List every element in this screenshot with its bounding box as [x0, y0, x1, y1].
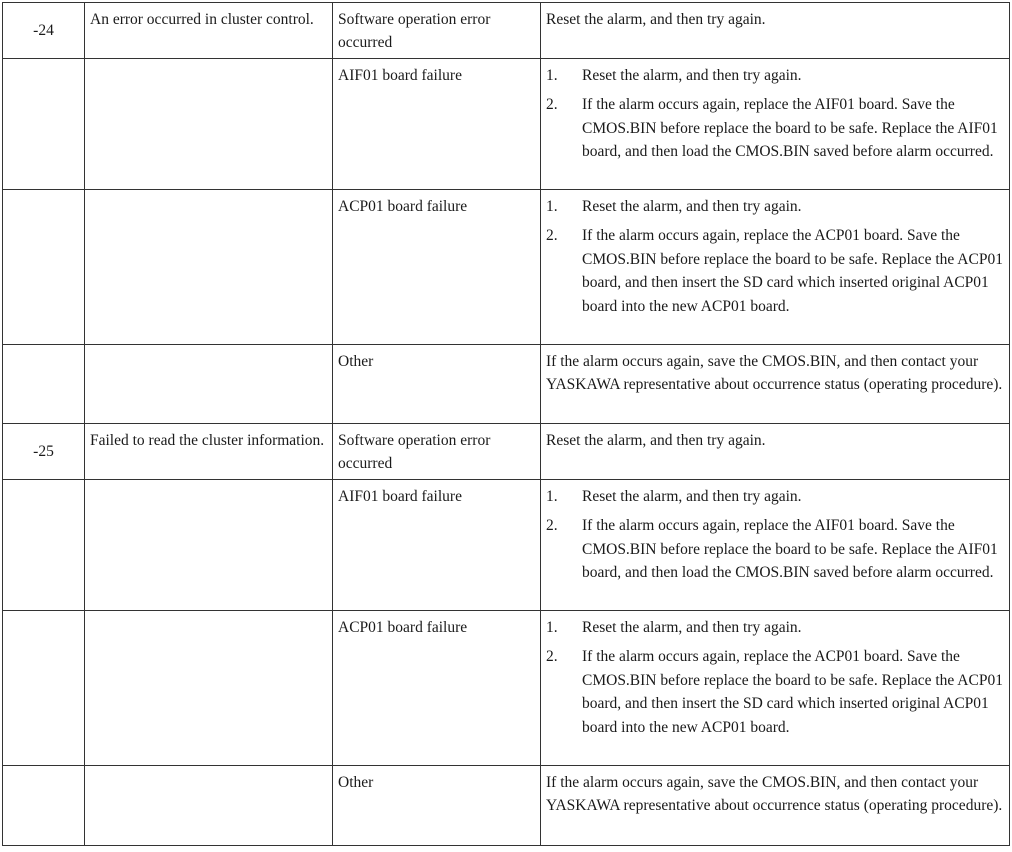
remedy-step [546, 64, 1004, 87]
step-text: If the alarm occurs again, replace the ACP01 board. Save the CMOS.BIN before replace the board to be safe. Replace the ACP01 board, and then insert the SD card which inserted original ACP01 board into the new ACP01 board. [582, 227, 1003, 315]
step-text: Reset the alarm, and then try again. [582, 488, 802, 505]
alarm-cause: ACP01 board failure [333, 611, 541, 766]
step-text: Reset the alarm, and then try again. [582, 67, 802, 84]
alarm-subcode-empty [3, 345, 85, 424]
alarm-subcode-empty [3, 190, 85, 345]
table-row [3, 611, 1010, 766]
alarm-remedy [541, 190, 1010, 345]
alarm-subcode-empty [3, 59, 85, 190]
alarm-cause: AIF01 board failure [333, 59, 541, 190]
remedy-steps [546, 485, 1004, 585]
alarm-remedy [541, 59, 1010, 190]
alarm-cause: AIF01 board failure [333, 480, 541, 611]
alarm-remedy [541, 611, 1010, 766]
alarm-cause: Software operation error occurred [333, 3, 541, 59]
table-row [3, 766, 1010, 846]
step-text: If the alarm occurs again, replace the AIF01 board. Save the CMOS.BIN before replace the board to be safe. Replace the AIF01 board, and then load the CMOS.BIN saved before alarm occurred. [582, 517, 998, 582]
alarm-content: An error occurred in cluster control. [85, 3, 333, 59]
step-number: 2. [546, 517, 558, 535]
alarm-table [2, 2, 1010, 846]
alarm-content-empty [85, 190, 333, 345]
table-row [3, 480, 1010, 611]
step-text: Reset the alarm, and then try again. [582, 198, 802, 215]
alarm-content: Failed to read the cluster information. [85, 424, 333, 480]
step-number: 2. [546, 227, 558, 245]
alarm-cause: ACP01 board failure [333, 190, 541, 345]
step-text: If the alarm occurs again, replace the ACP01 board. Save the CMOS.BIN before replace the board to be safe. Replace the ACP01 board, and then insert the SD card which inserted original ACP01 board into the new ACP01 board. [582, 648, 1003, 736]
alarm-subcode-empty [3, 480, 85, 611]
step-text: Reset the alarm, and then try again. [582, 619, 802, 636]
alarm-remedy [541, 480, 1010, 611]
table-row [3, 59, 1010, 190]
table-row [3, 190, 1010, 345]
remedy-steps [546, 616, 1004, 739]
alarm-content-empty [85, 59, 333, 190]
remedy-step [546, 514, 1004, 584]
table-row [3, 3, 1010, 59]
alarm-remedy: If the alarm occurs again, save the CMOS.BIN, and then contact your YASKAWA representative about occurrence status (operating procedure). [541, 345, 1010, 424]
remedy-steps [546, 195, 1004, 318]
alarm-content-empty [85, 480, 333, 611]
alarm-content-empty [85, 611, 333, 766]
alarm-subcode: -24 [3, 3, 85, 59]
remedy-steps [546, 64, 1004, 164]
remedy-step [546, 616, 1004, 639]
step-number: 1. [546, 198, 558, 215]
step-text: If the alarm occurs again, replace the AIF01 board. Save the CMOS.BIN before replace the board to be safe. Replace the AIF01 board, and then load the CMOS.BIN saved before alarm occurred. [582, 96, 998, 161]
step-number: 1. [546, 619, 558, 636]
table-row [3, 424, 1010, 480]
step-number: 1. [546, 67, 558, 84]
step-number: 1. [546, 488, 558, 505]
alarm-subcode-empty [3, 766, 85, 846]
remedy-step [546, 195, 1004, 218]
alarm-cause: Software operation error occurred [333, 424, 541, 480]
alarm-content-empty [85, 345, 333, 424]
alarm-subcode-empty [3, 611, 85, 766]
step-number: 2. [546, 648, 558, 666]
alarm-cause: Other [333, 766, 541, 846]
alarm-remedy: Reset the alarm, and then try again. [541, 424, 1010, 480]
alarm-subcode: -25 [3, 424, 85, 480]
remedy-step [546, 93, 1004, 163]
alarm-cause: Other [333, 345, 541, 424]
remedy-step [546, 224, 1004, 318]
alarm-remedy: Reset the alarm, and then try again. [541, 3, 1010, 59]
alarm-content-empty [85, 766, 333, 846]
alarm-remedy: If the alarm occurs again, save the CMOS.BIN, and then contact your YASKAWA representative about occurrence status (operating procedure). [541, 766, 1010, 846]
remedy-step [546, 645, 1004, 739]
remedy-step [546, 485, 1004, 508]
table-row [3, 345, 1010, 424]
step-number: 2. [546, 96, 558, 114]
